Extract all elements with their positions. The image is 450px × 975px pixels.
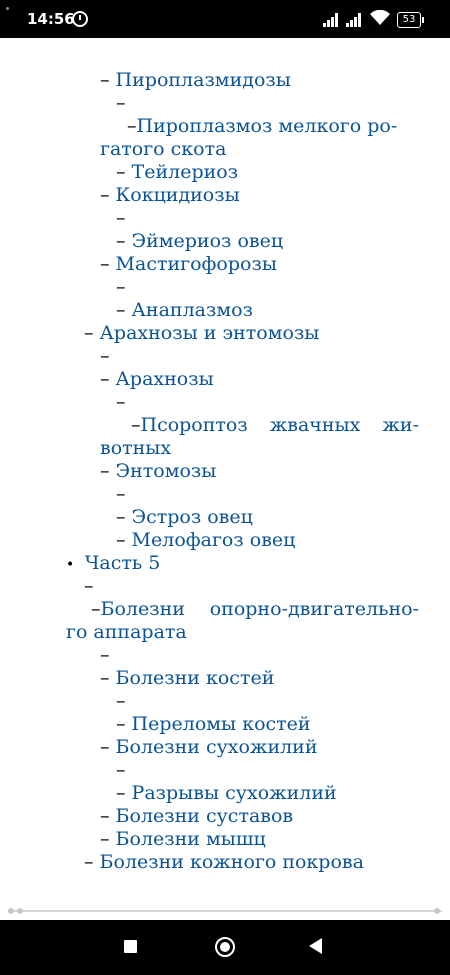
- toc-item-continuation[interactable]: [66, 621, 187, 644]
- toc-item[interactable]: – Эстроз овец: [116, 506, 253, 528]
- toc-link[interactable]: вотных: [100, 437, 172, 459]
- toc-link[interactable]: Энтомозы: [115, 460, 217, 482]
- signal-strength-icon-2: [346, 13, 364, 27]
- toc-link[interactable]: Пироплазмидозы: [115, 69, 291, 91]
- toc-separator: –: [116, 690, 126, 712]
- toc-link[interactable]: Анаплазмоз: [131, 299, 253, 321]
- back-button[interactable]: [309, 938, 322, 954]
- toc-item[interactable]: – Тейлериоз: [116, 161, 239, 183]
- toc-item[interactable]: – Арахнозы и энтомозы: [84, 322, 320, 344]
- toc-link[interactable]: Болезни костей: [115, 667, 275, 689]
- toc-item[interactable]: – Болезни мышц: [100, 828, 266, 850]
- signal-strength-icon: [323, 13, 341, 27]
- toc-link[interactable]: Переломы костей: [131, 713, 311, 735]
- toc-link[interactable]: Эстроз овец: [131, 506, 253, 528]
- toc-link[interactable]: Болезни суставов: [115, 805, 294, 827]
- toc-item[interactable]: – Анаплазмоз: [116, 299, 253, 321]
- toc-link[interactable]: Болезни опорно-двигательно-: [100, 598, 419, 620]
- toc-separator: –: [116, 92, 126, 114]
- toc-separator: –: [100, 345, 110, 367]
- toc-link[interactable]: го аппарата: [66, 621, 187, 643]
- toc-link[interactable]: Болезни сухожилий: [115, 736, 318, 758]
- toc-link[interactable]: Разрывы сухожилий: [131, 782, 337, 804]
- toc-separator: –: [100, 644, 110, 666]
- toc-item[interactable]: – Пироплазмоз мелкого ро-: [127, 115, 398, 137]
- toc-link[interactable]: Арахнозы: [115, 368, 214, 390]
- toc-separator: –: [116, 391, 126, 413]
- wifi-icon: [370, 10, 390, 26]
- toc-link[interactable]: Болезни кожного покрова: [99, 851, 364, 873]
- toc-separator: –: [116, 483, 126, 505]
- toc-link[interactable]: Псороптоз жвачных жи-: [140, 414, 419, 436]
- navigation-bar: [0, 920, 450, 975]
- notification-dot-icon: [6, 7, 9, 10]
- toc-item-continuation[interactable]: [100, 437, 171, 460]
- toc-link[interactable]: Тейлериоз: [131, 161, 239, 183]
- toc-item[interactable]: – Переломы костей: [116, 713, 311, 735]
- toc-item[interactable]: – Пироплазмидозы: [100, 69, 291, 91]
- toc-item-continuation[interactable]: [100, 138, 226, 161]
- toc-item[interactable]: – Энтомозы: [100, 460, 217, 482]
- toc-separator: –: [116, 207, 126, 229]
- reading-progress-track[interactable]: [8, 910, 442, 912]
- toc-link[interactable]: Болезни мышц: [115, 828, 266, 850]
- toc-separator: –: [116, 276, 126, 298]
- toc-link[interactable]: Кокцидиозы: [115, 184, 240, 206]
- alarm-icon: [72, 11, 88, 27]
- toc-link[interactable]: Часть 5: [84, 552, 161, 574]
- toc-link[interactable]: Мелофагоз овец: [131, 529, 296, 551]
- toc-separator: –: [84, 575, 94, 597]
- status-time: 14:56: [27, 10, 75, 28]
- progress-end-dot-icon: [434, 908, 440, 914]
- home-button[interactable]: [215, 937, 235, 957]
- toc-link[interactable]: Мастигофорозы: [115, 253, 277, 275]
- toc-item[interactable]: – Псороптоз жвачных жи-: [131, 414, 419, 436]
- toc-item[interactable]: – Болезни кожного покрова: [84, 851, 364, 873]
- toc-link[interactable]: гатого скота: [100, 138, 227, 160]
- toc-item[interactable]: – Арахнозы: [100, 368, 214, 390]
- toc-item[interactable]: – Разрывы сухожилий: [116, 782, 337, 804]
- toc-item[interactable]: – Мелофагоз овец: [116, 529, 296, 551]
- toc-item[interactable]: – Болезни костей: [100, 667, 275, 689]
- toc-link[interactable]: Пироплазмоз мелкого ро-: [136, 115, 398, 137]
- toc-link[interactable]: Арахнозы и энтомозы: [99, 322, 320, 344]
- toc-item[interactable]: – Болезни суставов: [100, 805, 294, 827]
- toc-item[interactable]: – Болезни сухожилий: [100, 736, 318, 758]
- recent-apps-button[interactable]: [124, 940, 137, 953]
- toc-item[interactable]: – Болезни опорно-двигательно-: [91, 598, 419, 620]
- progress-dot-icon: [8, 908, 14, 914]
- toc-item[interactable]: – Мастигофорозы: [100, 253, 277, 275]
- progress-handle[interactable]: [17, 908, 23, 914]
- battery-icon: 53: [397, 12, 421, 28]
- toc-link[interactable]: Эймериоз овец: [131, 230, 284, 252]
- toc-part-item[interactable]: [66, 552, 160, 577]
- toc-separator: –: [116, 759, 126, 781]
- status-bar: [0, 0, 450, 38]
- toc-item[interactable]: – Эймериоз овец: [116, 230, 284, 252]
- toc-item[interactable]: – Кокцидиозы: [100, 184, 240, 206]
- table-of-contents: [0, 38, 450, 908]
- bullet-icon: •: [66, 557, 79, 573]
